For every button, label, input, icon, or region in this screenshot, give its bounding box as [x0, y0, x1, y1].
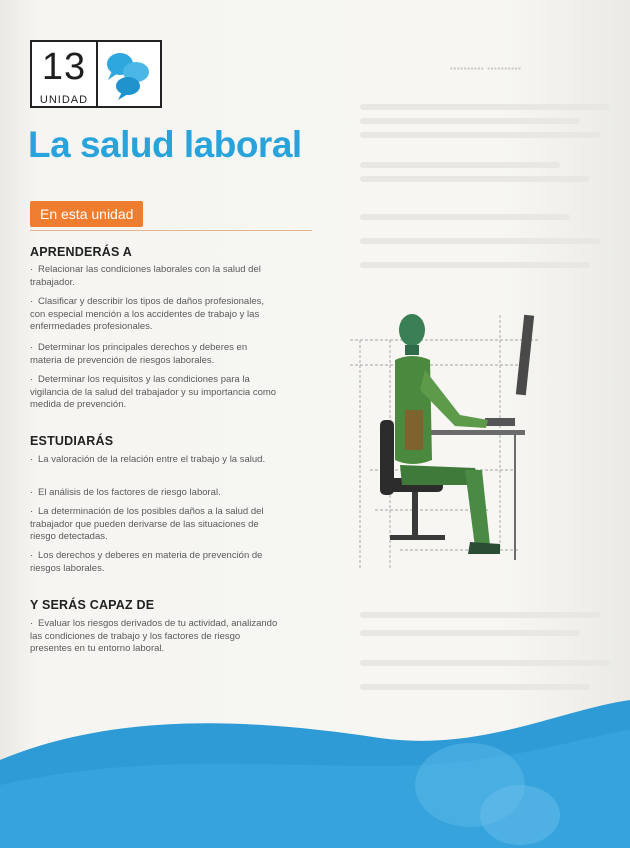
decorative-wave	[0, 690, 630, 848]
divider	[30, 230, 312, 231]
section-heading-estudiaras: ESTUDIARÁS	[30, 434, 114, 448]
unit-number-box	[30, 40, 98, 108]
bleed-through-line	[360, 214, 570, 220]
bleed-through-line	[360, 132, 600, 138]
list-item: · Relacionar las condiciones laborales con la salud del trabajador.	[30, 264, 261, 288]
list-item: · Los derechos y deberes en materia de prevención de riesgos laborales.	[30, 550, 263, 574]
section-heading-seras-capaz: Y SERÁS CAPAZ DE	[30, 598, 155, 612]
bleed-through-header: ▪▪▪▪▪▪▪▪▪▪ ▪▪▪▪▪▪▪▪▪▪	[450, 64, 522, 73]
page-title: La salud laboral	[28, 124, 302, 165]
bleed-through-line	[360, 660, 610, 666]
bleed-through-line	[360, 262, 590, 268]
unit-icon-box	[98, 40, 162, 108]
bleed-through-line	[360, 176, 590, 182]
list-item: · Determinar los requisitos y las condiciones para la vigilancia de la salud del trabajador y su importancia como medida de prevención.	[30, 374, 277, 410]
unit-number: 13	[41, 46, 87, 88]
section-heading-aprenderas: APRENDERÁS A	[30, 245, 132, 259]
list-item: · Evaluar los riesgos derivados de tu actividad, analizando las condiciones de trabajo y los factores de riesgo presentes en tu entorno laboral.	[30, 618, 278, 654]
bleed-through-line	[360, 238, 600, 244]
list-item: · El análisis de los factores de riesgo laboral.	[30, 487, 221, 498]
list-item: · La determinación de los posibles daños a la salud del trabajador que pueden derivarse de las situaciones de riesgo detectadas.	[30, 506, 264, 542]
bleed-through-line	[360, 118, 580, 124]
list-item: · La valoración de la relación entre el trabajo y la salud.	[30, 454, 266, 465]
list-item: · Determinar los principales derechos y deberes en materia de prevención de riesgos laborales.	[30, 342, 248, 366]
ergonomic-seated-figure	[340, 300, 550, 590]
list-item: · Clasificar y describir los tipos de daños profesionales, con especial mención a los accidentes de trabajo y las enfermedades profesionales.	[30, 296, 264, 332]
bleed-through-line	[360, 104, 610, 110]
section-tag: En esta unidad	[30, 201, 143, 227]
bleed-through-line	[360, 162, 560, 168]
bleed-through-line	[360, 612, 600, 618]
unit-label: UNIDAD	[39, 94, 89, 106]
bleed-through-line	[360, 630, 580, 636]
speech-bubbles-icon	[98, 42, 160, 106]
